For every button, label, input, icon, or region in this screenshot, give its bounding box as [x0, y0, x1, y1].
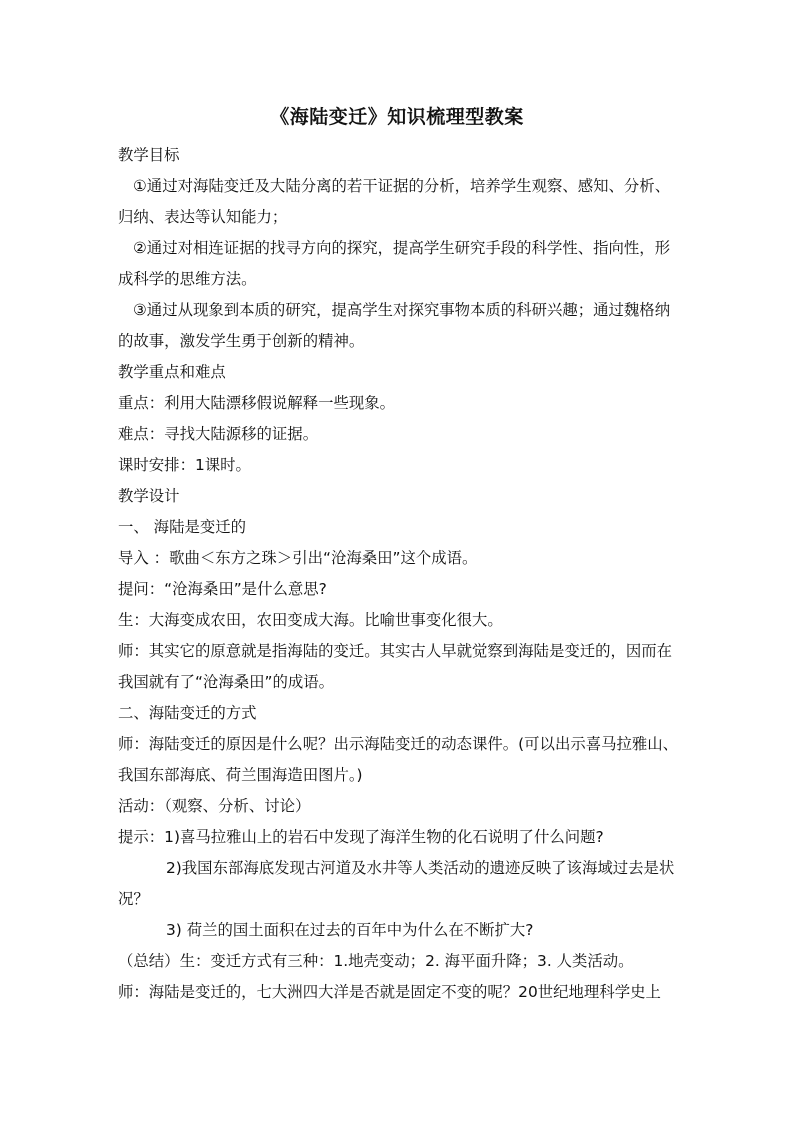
- hint-1: 提示：1)喜马拉雅山上的岩石中发现了海洋生物的化石说明了什么问题?: [118, 828, 604, 846]
- heading-teaching-design: 教学设计: [118, 487, 180, 505]
- section-2-heading: 二、海陆变迁的方式: [118, 704, 257, 722]
- heading-key-points: 教学重点和难点: [118, 363, 226, 381]
- hint-3: 3) 荷兰的国土面积在过去的百年中为什么在不断扩大?: [166, 921, 534, 939]
- section-1-heading: 一、 海陆是变迁的: [118, 518, 247, 536]
- heading-teaching-goals: 教学目标: [118, 146, 180, 164]
- hint-2: 2)我国东部海底发现古河道及水井等人类活动的遗迹反映了该海域过去是状况？: [118, 859, 675, 908]
- document-body: [118, 140, 682, 1008]
- difficult-point: 难点：寻找大陆源移的证据。: [118, 425, 319, 443]
- teacher-remark-3: 师：海陆是变迁的，七大洲四大洋是否就是固定不变的呢？20世纪地理科学史上: [118, 983, 661, 1001]
- goal-paragraph-2: ②通过对相连证据的找寻方向的探究，提高学生研究手段的科学性、指向性，形成科学的思维方法。: [118, 239, 671, 288]
- goal-paragraph-1: ①通过对海陆变迁及大陆分离的若干证据的分析，培养学生观察、感知、分析、归纳、表达等认知能力；: [118, 177, 671, 226]
- intro-line: 导入 ：歌曲＜东方之珠＞引出“沧海桑田”这个成语。: [118, 549, 478, 567]
- activity-line: 活动：（观察、分析、讨论）: [118, 797, 311, 815]
- teacher-remark-2: 师：海陆变迁的原因是什么呢？出示海陆变迁的动态课件。(可以出示喜马拉雅山、我国东部海底、荷兰围海造田图片。): [118, 735, 679, 784]
- key-point: 重点：利用大陆漂移假说解释一些现象。: [118, 394, 396, 412]
- student-answer: 生：大海变成农田，农田变成大海。比喻世事变化很大。: [118, 611, 503, 629]
- summary-line: （总结）生：变迁方式有三种：1.地壳变动；2. 海平面升降；3. 人类活动。: [118, 952, 634, 970]
- teacher-remark-1: 师：其实它的原意就是指海陆的变迁。其实古人早就觉察到海陆是变迁的，因而在我国就有了“沧海桑田”的成语。: [118, 642, 673, 691]
- class-schedule: 课时安排：1课时。: [118, 456, 251, 474]
- document-title: 《海陆变迁》知识梳理型教案: [270, 106, 524, 128]
- question-line: 提问：“沧海桑田”是什么意思?: [118, 580, 327, 598]
- goal-paragraph-3: ③通过从现象到本质的研究，提高学生对探究事物本质的科研兴趣；通过魏格纳的故事，激发学生勇于创新的精神。: [118, 301, 671, 350]
